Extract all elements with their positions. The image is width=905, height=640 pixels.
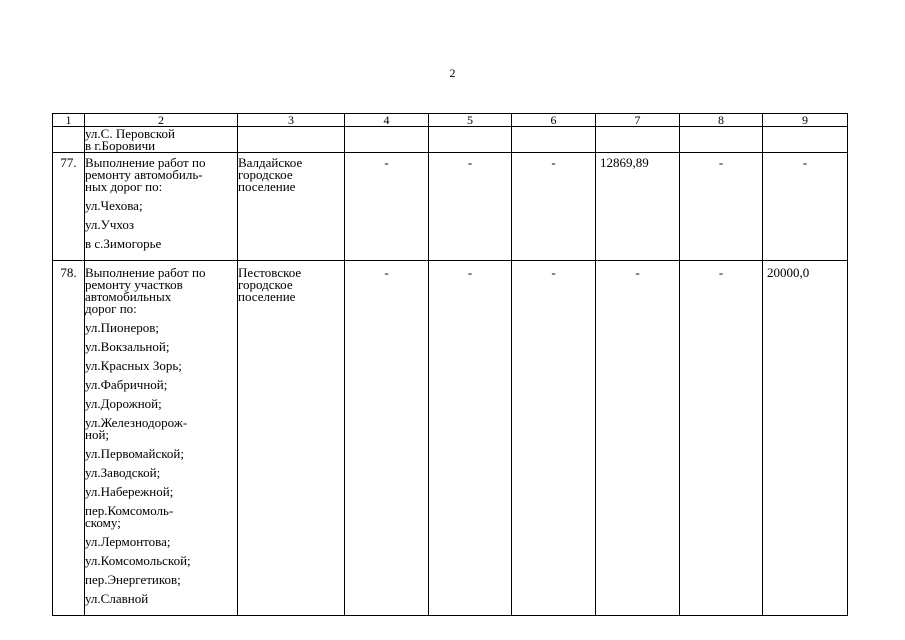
responsible-line: городское bbox=[238, 277, 293, 292]
table-row-78 bbox=[53, 261, 848, 616]
street-item: ул.Лермонтова; bbox=[85, 534, 171, 549]
description-line: ремонту автомобиль- bbox=[85, 167, 203, 182]
responsible-cell bbox=[238, 261, 345, 616]
street-item-line: ной; bbox=[85, 427, 110, 442]
column-header-2: 2 bbox=[85, 114, 238, 127]
responsible-line: Валдайское bbox=[238, 155, 303, 170]
column-header-8: 8 bbox=[680, 114, 763, 127]
street-item-line: скому; bbox=[85, 515, 121, 530]
responsible-line: Пестовское bbox=[238, 265, 302, 280]
street-item-line: пер.Комсомоль- bbox=[85, 503, 174, 518]
responsible-cell bbox=[238, 153, 345, 261]
description-line: Выполнение работ по bbox=[85, 265, 206, 280]
street-item: ул.Пионеров; bbox=[85, 320, 159, 335]
column-header-5: 5 bbox=[429, 114, 512, 127]
value-cell-9: 20000,0 bbox=[763, 261, 848, 616]
value-cell bbox=[596, 127, 680, 153]
street-item: ул.Красных Зорь; bbox=[85, 358, 182, 373]
description-cell bbox=[85, 153, 238, 261]
description-cell bbox=[85, 127, 238, 153]
column-header-6: 6 bbox=[512, 114, 596, 127]
table-row-continuation bbox=[53, 127, 848, 153]
street-item-line: ул.Железнодорож- bbox=[85, 415, 188, 430]
value-cell-9: - bbox=[763, 153, 848, 261]
value-cell-6: - bbox=[512, 153, 596, 261]
works-table bbox=[52, 113, 848, 616]
value-cell-7: - bbox=[596, 261, 680, 616]
value-cell bbox=[429, 127, 512, 153]
street-item: в с.Зимогорье bbox=[85, 236, 162, 251]
value-cell-4: - bbox=[345, 261, 429, 616]
responsible-line: поселение bbox=[238, 179, 296, 194]
description-line: дорог по: bbox=[85, 301, 137, 316]
column-header-7: 7 bbox=[596, 114, 680, 127]
responsible-line: поселение bbox=[238, 289, 296, 304]
street-item: ул.Первомайской; bbox=[85, 446, 184, 461]
description-line: автомобильных bbox=[85, 289, 172, 304]
value-cell-8: - bbox=[680, 153, 763, 261]
street-item: ул.Набережной; bbox=[85, 484, 174, 499]
responsible-line: городское bbox=[238, 167, 293, 182]
street-item: ул.Фабричной; bbox=[85, 377, 168, 392]
responsible-cell bbox=[238, 127, 345, 153]
street-item: ул.Заводской; bbox=[85, 465, 161, 480]
street-item: ул.Дорожной; bbox=[85, 396, 162, 411]
street-item: ул.Учхоз bbox=[85, 217, 135, 232]
value-cell bbox=[680, 127, 763, 153]
table-header-row bbox=[53, 114, 848, 127]
value-cell bbox=[763, 127, 848, 153]
column-header-4: 4 bbox=[345, 114, 429, 127]
column-header-9: 9 bbox=[763, 114, 848, 127]
description-line: ремонту участков bbox=[85, 277, 183, 292]
value-cell-8: - bbox=[680, 261, 763, 616]
value-cell-5: - bbox=[429, 153, 512, 261]
description-line: ных дорог по: bbox=[85, 179, 163, 194]
value-cell-4: - bbox=[345, 153, 429, 261]
street-item: ул.Славной bbox=[85, 591, 149, 606]
value-cell bbox=[512, 127, 596, 153]
street-item: ул.Чехова; bbox=[85, 198, 143, 213]
value-cell bbox=[345, 127, 429, 153]
row-number-cell bbox=[53, 127, 85, 153]
page-number: 2 bbox=[449, 66, 456, 80]
street-item bbox=[85, 417, 237, 441]
description-line: ул.С. Перовской bbox=[85, 126, 175, 141]
street-item bbox=[85, 505, 237, 529]
value-cell-6: - bbox=[512, 261, 596, 616]
row-number-cell: 78. bbox=[53, 261, 85, 616]
column-header-1: 1 bbox=[53, 114, 85, 127]
table-row-77 bbox=[53, 153, 848, 261]
street-item: ул.Вокзальной; bbox=[85, 339, 170, 354]
street-item: пер.Энергетиков; bbox=[85, 572, 181, 587]
description-cell bbox=[85, 261, 238, 616]
row-number-cell: 77. bbox=[53, 153, 85, 261]
description-line: Выполнение работ по bbox=[85, 155, 206, 170]
value-cell-7: 12869,89 bbox=[596, 153, 680, 261]
value-cell-5: - bbox=[429, 261, 512, 616]
description-line: в г.Боровичи bbox=[85, 138, 156, 153]
column-header-3: 3 bbox=[238, 114, 345, 127]
street-item: ул.Комсомольской; bbox=[85, 553, 191, 568]
